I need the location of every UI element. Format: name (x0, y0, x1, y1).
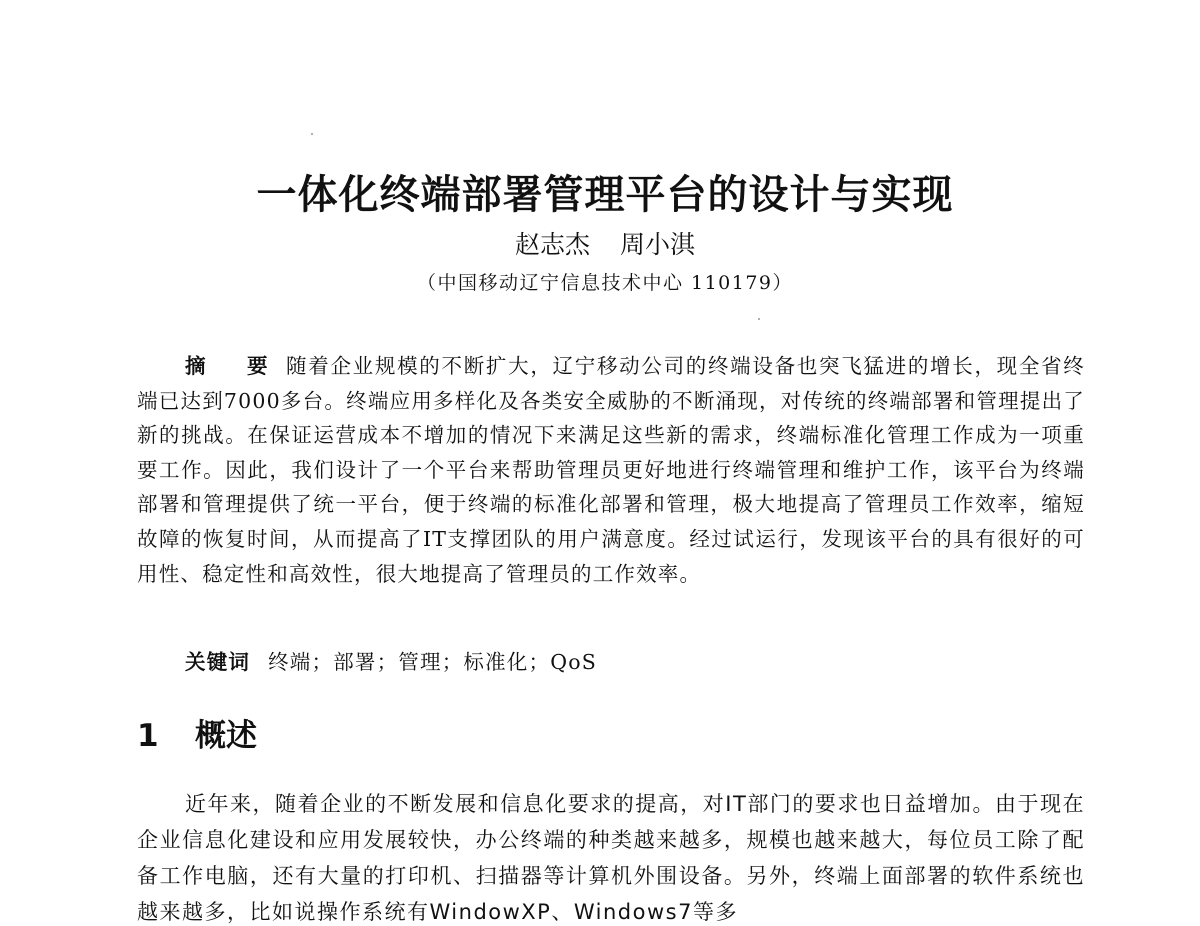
section-number: 1 (137, 718, 159, 754)
author-name: 周小淇 (620, 230, 696, 259)
body-paragraph: 近年来，随着企业的不断发展和信息化要求的提高，对IT部门的要求也日益增加。由于现在企业信息化建设和应用发展较快，办公终端的种类越来越多，规模也越来越大，每位员工除了配备工作电脑，还有大量的打印机、扫描器等计算机外围设备。另外，终端上面部署的软件系统也越来越多，比如说操作系统有WindowXP、Windows7等多 (137, 792, 1085, 924)
keywords (185, 646, 1085, 678)
author-name: 赵志杰 (514, 230, 590, 259)
section-heading (137, 714, 257, 758)
paper-title: 一体化终端部署管理平台的设计与实现 (256, 172, 954, 218)
keywords-text: 终端；部署；管理；标准化；QoS (268, 650, 598, 674)
scan-speck (758, 318, 760, 320)
abstract (137, 349, 1085, 591)
scan-speck (311, 133, 313, 135)
abstract-label: 摘 要 (185, 354, 279, 378)
keywords-label: 关键词 (185, 650, 251, 674)
abstract-text: 随着企业规模的不断扩大，辽宁移动公司的终端设备也突飞猛进的增长，现全省终端已达到7000多台。终端应用多样化及各类安全威胁的不断涌现，对传统的终端部署和管理提出了新的挑战。在保证运营成本不增加的情况下来满足这些新的需求，终端标准化管理工作成为一项重要工作。因此，我们设计了一个平台来帮助管理员更好地进行终端管理和维护工作，该平台为终端部署和管理提供了统一平台，便于终端的标准化部署和管理，极大地提高了管理员工作效率，缩短故障的恢复时间，从而提高了IT支撑团队的用户满意度。经过试运行，发现该平台的具有很好的可用性、稳定性和高效性，很大地提高了管理员的工作效率。 (137, 354, 1086, 586)
author-list (0, 228, 1200, 262)
author-affiliation: （中国移动辽宁信息技术中心 110179） (416, 272, 794, 294)
section-title: 概述 (195, 718, 257, 754)
